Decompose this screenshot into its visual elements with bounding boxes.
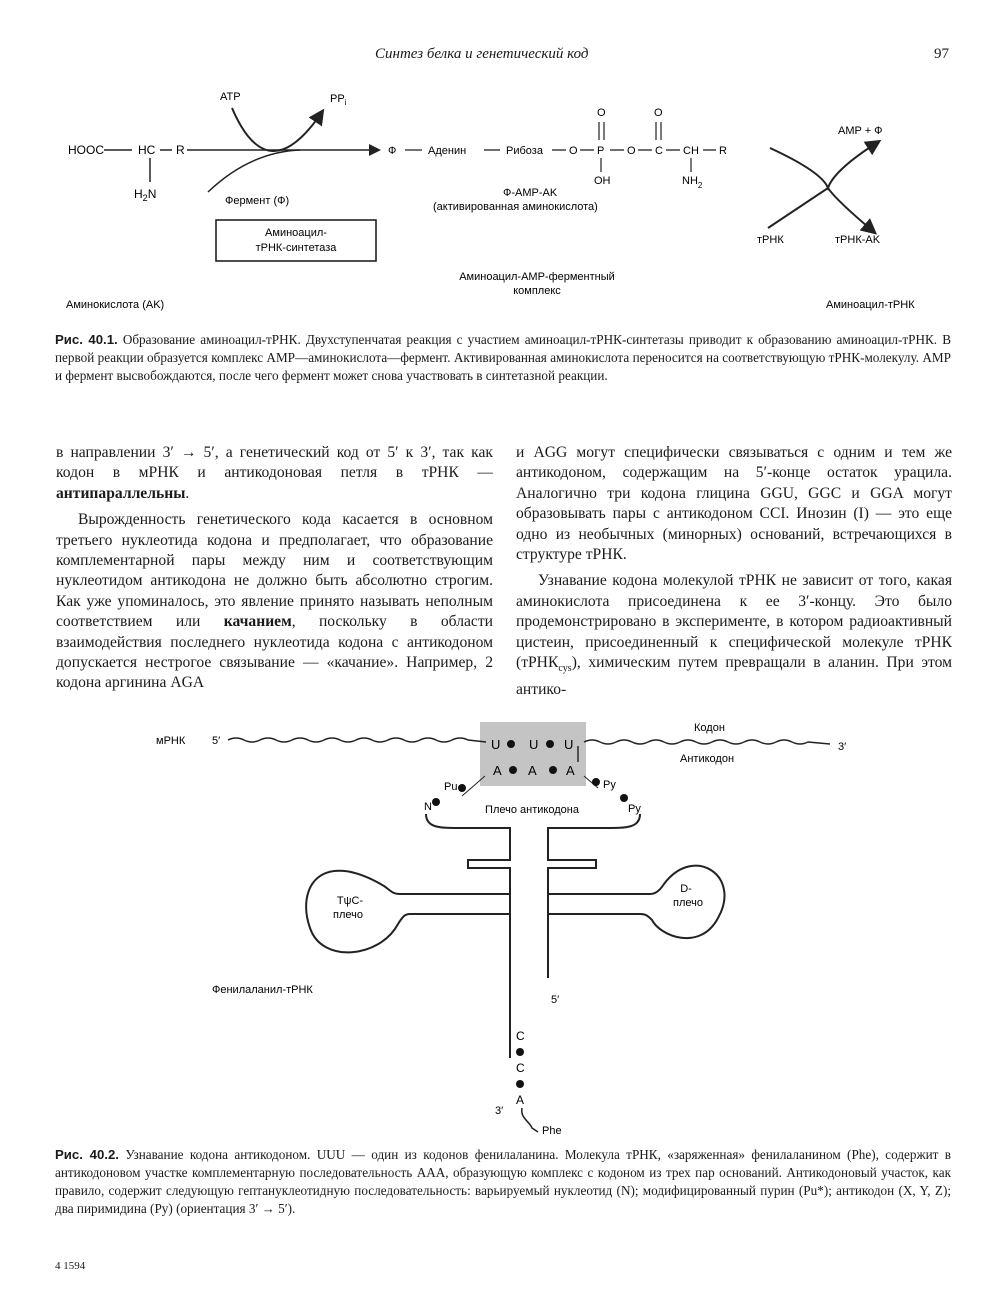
amino-acid-label: Аминокислота (AK) [66, 299, 165, 311]
anticodon-base-2: A [528, 763, 537, 778]
figure-40-1 [0, 80, 1005, 315]
transfer-arc [768, 188, 874, 232]
running-title: Синтез белка и генетический код [375, 46, 589, 62]
cca-dot [516, 1048, 524, 1056]
text-run: в направлении 3′ → 5′, а генетический код от 5′ к 3′, так как кодон в мРНК и антикодоновая петля в тРНК — [56, 444, 493, 482]
trna-label: тРНК [757, 234, 784, 246]
cca-c1: C [516, 1029, 525, 1043]
footer-code: 4 1594 [55, 1260, 86, 1272]
pu-dot [458, 784, 466, 792]
caption-text: Образование аминоацил-тРНК. Двухступенчатая реакция с участием аминоацил-тРНК-синтетазы приводит к образованию аминоацил-тРНК. В первой реакции образуется комплекс AMP—аминокислота—фермент. Активированная аминокислота переносится на соответствующую тРНК-молекулу. AMP и фермент высвобождаются, после чего фермент может снова участвовать в синтетазной реакции. [55, 332, 951, 383]
caption-text: Узнавание кодона антикодоном. UUU — один из кодонов фенилаланина. Молекула тРНК, «заряженная» фенилаланином (Phe), содержит в антикодоновом участке комплементарную последовательность AAA, образующую комплекс с кодоном из трех пар оснований. Антикодоновый участок, как правило, содержит следующую гептануклеотидную последовательность: варьируемый нуклеотид (N); модифицированный пурин (Pu*); антикодон (X, Y, Z); два пиримидина (Py) (ориентация 3′ → 5′). [55, 1147, 952, 1216]
mrna-strand-right [584, 740, 830, 744]
stem-5prime: 5′ [551, 994, 560, 1006]
ppi-label: $PP_i$ [330, 93, 347, 107]
paragraph [56, 443, 493, 504]
o-top-2: O [654, 107, 663, 119]
trna-3prime: 3′ [495, 1105, 504, 1117]
n-dot [432, 798, 440, 806]
aminoacyl-trna-label: Аминоацил-тРНК [826, 299, 915, 311]
phi-text: Ф [388, 145, 397, 157]
trna-ak-label: тРНК-AK [835, 234, 881, 246]
pu-label: Pu [444, 781, 458, 793]
nh2-text: $NH_2$ [682, 175, 703, 190]
release-arc [770, 142, 878, 188]
hooc-text: HOOC [68, 143, 104, 157]
py-dot-2 [620, 794, 628, 802]
r-left-text: R [176, 143, 185, 157]
pair-dot [549, 766, 557, 774]
n-label: N [424, 801, 432, 813]
d-label-2: плечо [673, 897, 703, 909]
body-right-column [516, 443, 952, 700]
paragraph [516, 571, 952, 700]
text-run: . [185, 484, 190, 502]
oh-text: OH [594, 175, 611, 187]
term-wobble: качанием [223, 613, 292, 631]
c-text: C [655, 145, 663, 157]
figure-40-2 [0, 718, 1005, 1138]
h2n-text: $H_2N$ [134, 187, 157, 203]
mrna-3prime: 3′ [838, 741, 847, 753]
mrna-strand-left [228, 738, 486, 742]
adenine-text: Аденин [428, 145, 467, 157]
anticodon-base-3: A [566, 763, 575, 778]
phe-label: Phe [542, 1125, 562, 1137]
text-run: , поскольку в области взаимодействия последнего нуклеотида кодона с антикодоном допускается нестрогое связывание — «качание». Например, 2 кодона аргинина AGA [56, 613, 493, 692]
anticodon-label: Антикодон [680, 753, 735, 765]
ribose-text: Рибоза [506, 145, 543, 157]
py-label-2: Py [628, 803, 641, 815]
codon-base-3: U [564, 737, 574, 752]
mrna-label: мРНК [156, 735, 186, 747]
enzyme-arc [208, 150, 300, 192]
atp-label: ATP [220, 91, 241, 103]
o-text: O [569, 145, 578, 157]
o2-text: O [627, 145, 636, 157]
trna-left-strand [426, 814, 510, 1058]
atp-ppi-arc [232, 108, 322, 151]
pair-dot [509, 766, 517, 774]
enzyme-label: Фермент (Ф) [225, 195, 290, 207]
o-top-1: O [597, 107, 606, 119]
complex-name: Ф-AMP-AK [503, 187, 558, 199]
subscript: cys [558, 663, 572, 675]
py-label-1: Py [603, 779, 616, 791]
trna-right-strand [548, 814, 640, 978]
complex-desc: (активированная аминокислота) [433, 201, 598, 213]
tpsic-label-2: плечо [333, 909, 363, 921]
body-left-column [56, 443, 493, 694]
ch-text: CH [683, 145, 699, 157]
synthetase-label-1: Аминоацил- [265, 227, 327, 239]
mrna-5prime: 5′ [212, 735, 221, 747]
pair-dot [507, 740, 515, 748]
r-right-text: R [719, 145, 727, 157]
cca-a: A [516, 1093, 525, 1107]
hc-text: HC [138, 143, 156, 157]
anticodon-arm-label: Плечо антикодона [485, 804, 579, 816]
amp-phi-label: AMP + Ф [838, 125, 883, 137]
synthetase-label-2: тРНК-синтетаза [255, 242, 337, 254]
text-run: ), химическим путем превращали в аланин. При этом антико- [516, 654, 952, 698]
figure-40-1-caption [55, 331, 951, 385]
tpsic-label-1: TψC- [336, 895, 364, 907]
text-run: Узнавание кодона молекулой тРНК не зависит от того, какая аминокислота присоединена к ее 3′-концу. Это было продемонстрировано в эксперименте, в котором радиоактивный цистеин, присоединенный к специфической молекуле тРНК (тРНК [516, 572, 952, 672]
py-dot-1 [592, 778, 600, 786]
complex-label-2: комплекс [513, 285, 561, 297]
text-run: Вырожденность генетического кода касается в основном третьего нуклеотида кодона и предполагает, что образование комплементарной пары между ним и соответствующим нуклеотидом антикодона не должно быть абсолютно строгим. Как уже упоминалось, это явление принято называть неполным соответствием или [56, 511, 493, 631]
anticodon-base-1: A [493, 763, 502, 778]
cca-c2: C [516, 1061, 525, 1075]
cca-dot [516, 1080, 524, 1088]
caption-label: Рис. 40.1. [55, 332, 118, 347]
p-text: P [597, 145, 605, 157]
phe-link [522, 1108, 538, 1132]
phenylalanyl-trna-label: Фенилаланил-тРНК [212, 984, 313, 996]
term-antiparallel: антипараллельны [56, 484, 186, 502]
pair-dot [546, 740, 554, 748]
caption-label: Рис. 40.2. [55, 1147, 119, 1162]
codon-label: Кодон [694, 722, 725, 734]
figure-40-2-caption [55, 1146, 951, 1218]
codon-base-1: U [491, 737, 501, 752]
paragraph [56, 510, 493, 694]
codon-base-2: U [529, 737, 539, 752]
page-number: 97 [934, 46, 949, 62]
text-run: и AGG могут специфически связываться с одним и тем же антикодоном, содержащим на 5′-конце остаток урацила. Аналогично три кодона глицина GGU, GGC и GGA могут образовывать пары с антикодоном CCI. Инозин (I) — это еще одно из необычных (минорных) оснований, встречающихся в структуре тРНК. [516, 444, 952, 564]
paragraph [516, 443, 952, 565]
complex-label-1: Аминоацил-AMP-ферментный [459, 271, 615, 283]
d-label-1: D- [680, 883, 692, 895]
